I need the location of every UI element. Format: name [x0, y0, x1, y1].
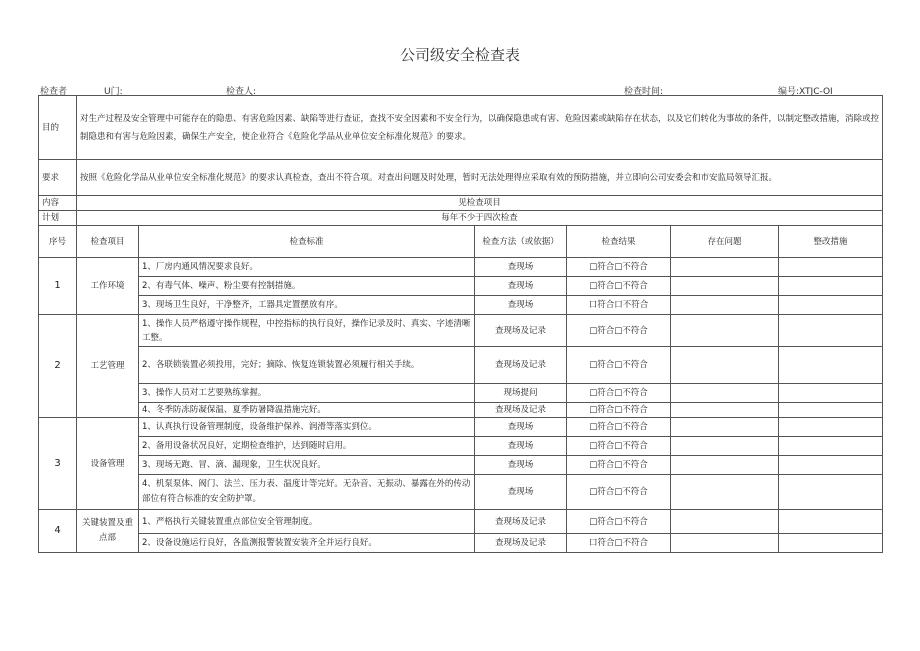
method-cell: 查现场及记录	[475, 347, 567, 384]
group-number: 4	[39, 510, 77, 553]
standard-cell: 3、操作人员对工艺要熟练掌握。	[139, 384, 475, 403]
result-checkbox[interactable]: 口符合□不符合	[567, 534, 671, 553]
group-number: 1	[39, 258, 77, 315]
remediation-cell[interactable]	[779, 277, 883, 296]
standard-cell: 4、冬季防冻防凝保温、夏季防暑降温措施完好。	[139, 403, 475, 418]
issue-cell[interactable]	[671, 510, 779, 534]
result-checkbox[interactable]: □符合□不符合	[567, 258, 671, 277]
issue-cell[interactable]	[671, 437, 779, 456]
remediation-cell[interactable]	[779, 384, 883, 403]
inspection-table	[38, 95, 883, 553]
group-number: 2	[39, 315, 77, 418]
requirement-label: 要求	[39, 160, 77, 196]
remediation-cell[interactable]	[779, 456, 883, 475]
table-row	[39, 534, 883, 553]
issue-cell[interactable]	[671, 315, 779, 347]
issue-cell[interactable]	[671, 296, 779, 315]
table-row	[39, 277, 883, 296]
result-checkbox[interactable]: □符合□不符合	[567, 437, 671, 456]
plan-row	[39, 211, 883, 226]
issue-cell[interactable]	[671, 384, 779, 403]
col-header-issues: 存在问题	[671, 226, 779, 258]
standard-cell: 4、机泵泵体、阀门、法兰、压力表、温度计等完好。无杂音、无振动、暴露在外的传动部位有符合标准的安全防护罩。	[139, 475, 475, 510]
result-checkbox[interactable]: □符合□不符合	[567, 315, 671, 347]
method-cell: 查现场	[475, 456, 567, 475]
result-checkbox[interactable]: □符合□不符合	[567, 277, 671, 296]
standard-cell: 1、厂房内通风情况要求良好。	[139, 258, 475, 277]
purpose-row	[39, 96, 883, 160]
remediation-cell[interactable]	[779, 258, 883, 277]
method-cell: 查现场	[475, 296, 567, 315]
result-checkbox[interactable]: □符合□不符合	[567, 403, 671, 418]
standard-cell: 3、现场无跑、冒、滴、漏现象，卫生状况良好。	[139, 456, 475, 475]
issue-cell[interactable]	[671, 258, 779, 277]
result-checkbox[interactable]: □符合□不符合	[567, 456, 671, 475]
method-cell: 查现场	[475, 277, 567, 296]
remediation-cell[interactable]	[779, 418, 883, 437]
group-number: 3	[39, 418, 77, 510]
plan-text: 每年不少于四次检查	[77, 211, 883, 226]
col-header-remediation: 整改措施	[779, 226, 883, 258]
requirement-text: 按照《危险化学品从业单位安全标准化规范》的要求认真检查，查出不符合项。对查出问题及时处理，暂时无法处理得应采取有效的预防措施，并立即向公司安委会和市安监局领导汇报。	[77, 160, 883, 196]
inspection-time-label: 检查时间:	[624, 87, 664, 97]
remediation-cell[interactable]	[779, 475, 883, 510]
department-label: U门:	[104, 87, 123, 97]
standard-cell: 2、各联锁装置必须投用，完好；摘除、恢复连锁装置必须履行相关手续。	[139, 347, 475, 384]
remediation-cell[interactable]	[779, 347, 883, 384]
col-header-method: 检查方法（或依据）	[475, 226, 567, 258]
col-header-item: 检查项目	[77, 226, 139, 258]
table-row	[39, 296, 883, 315]
result-checkbox[interactable]: □符合□不符合	[567, 475, 671, 510]
remediation-cell[interactable]	[779, 296, 883, 315]
purpose-label: 目的	[39, 96, 77, 160]
group-item: 工作环境	[77, 258, 139, 315]
inspector-label: 检查者	[40, 87, 68, 97]
issue-cell[interactable]	[671, 347, 779, 384]
result-checkbox[interactable]: □符合□不符合	[567, 418, 671, 437]
plan-label: 计划	[39, 211, 77, 226]
issue-cell[interactable]	[671, 475, 779, 510]
method-cell: 查现场	[475, 418, 567, 437]
method-cell: 现场提问	[475, 384, 567, 403]
requirement-row	[39, 160, 883, 196]
method-cell: 查现场	[475, 437, 567, 456]
standard-cell: 2、有毒气体、噪声、粉尘要有控制措施。	[139, 277, 475, 296]
content-text: 见检查项目	[77, 196, 883, 211]
remediation-cell[interactable]	[779, 534, 883, 553]
table-row	[39, 403, 883, 418]
table-row	[39, 510, 883, 534]
group-item: 关键装置及重点部	[77, 510, 139, 553]
form-code: 编号:XTJC-OI	[778, 87, 833, 97]
standard-cell: 1、严格执行关键装置重点部位安全管理制度。	[139, 510, 475, 534]
table-row	[39, 347, 883, 384]
issue-cell[interactable]	[671, 534, 779, 553]
purpose-text: 对生产过程及安全管理中可能存在的隐患、有害危险因素、缺陷等进行查证，查找不安全因素和不安全行为，以确保隐患或有害、危险因素或缺陷存在状态，以及它们转化为事故的条件，以制定整改措施，消除或控制隐患和有害与危险因素，确保生产安全，使企业符合《危险化学品从业单位安全标准化规范》的要求。	[77, 96, 883, 160]
col-header-number: 序号	[39, 226, 77, 258]
remediation-cell[interactable]	[779, 315, 883, 347]
result-checkbox[interactable]: □符合□不符合	[567, 347, 671, 384]
group-item: 设备管理	[77, 418, 139, 510]
table-row	[39, 437, 883, 456]
column-header-row	[39, 226, 883, 258]
method-cell: 查现场及记录	[475, 534, 567, 553]
standard-cell: 1、认真执行设备管理制度，设备维护保养、润滑等落实到位。	[139, 418, 475, 437]
standard-cell: 1、操作人员严格遵守操作规程，中控指标的执行良好，操作记录及时、真实、字迹清晰工整。	[139, 315, 475, 347]
standard-cell: 3、现场卫生良好，干净整齐，工器具定置摆放有序。	[139, 296, 475, 315]
table-row	[39, 258, 883, 277]
result-checkbox[interactable]: □符合□不符合	[567, 384, 671, 403]
issue-cell[interactable]	[671, 277, 779, 296]
method-cell: 查现场	[475, 258, 567, 277]
content-row	[39, 196, 883, 211]
page-title: 公司级安全检查表	[399, 46, 520, 64]
col-header-result: 检查结果	[567, 226, 671, 258]
method-cell: 查现场及记录	[475, 315, 567, 347]
remediation-cell[interactable]	[779, 403, 883, 418]
method-cell: 查现场及记录	[475, 403, 567, 418]
table-row	[39, 418, 883, 437]
table-row	[39, 384, 883, 403]
method-cell: 查现场及记录	[475, 510, 567, 534]
group-item: 工艺管理	[77, 315, 139, 418]
method-cell: 查现场	[475, 475, 567, 510]
col-header-standard: 检查标准	[139, 226, 475, 258]
content-label: 内容	[39, 196, 77, 211]
standard-cell: 2、设备设施运行良好，各监测报警装置安装齐全并运行良好。	[139, 534, 475, 553]
issue-cell[interactable]	[671, 456, 779, 475]
remediation-cell[interactable]	[779, 437, 883, 456]
remediation-cell[interactable]	[779, 510, 883, 534]
table-row	[39, 456, 883, 475]
issue-cell[interactable]	[671, 418, 779, 437]
table-row	[39, 315, 883, 347]
standard-cell: 2、备用设备状况良好，定期检查维护，达到随时启用。	[139, 437, 475, 456]
issue-cell[interactable]	[671, 403, 779, 418]
result-checkbox[interactable]: □符合□不符合	[567, 510, 671, 534]
checker-label: 检查人:	[226, 87, 257, 97]
result-checkbox[interactable]: 口符合口不符合	[567, 296, 671, 315]
table-row	[39, 475, 883, 510]
